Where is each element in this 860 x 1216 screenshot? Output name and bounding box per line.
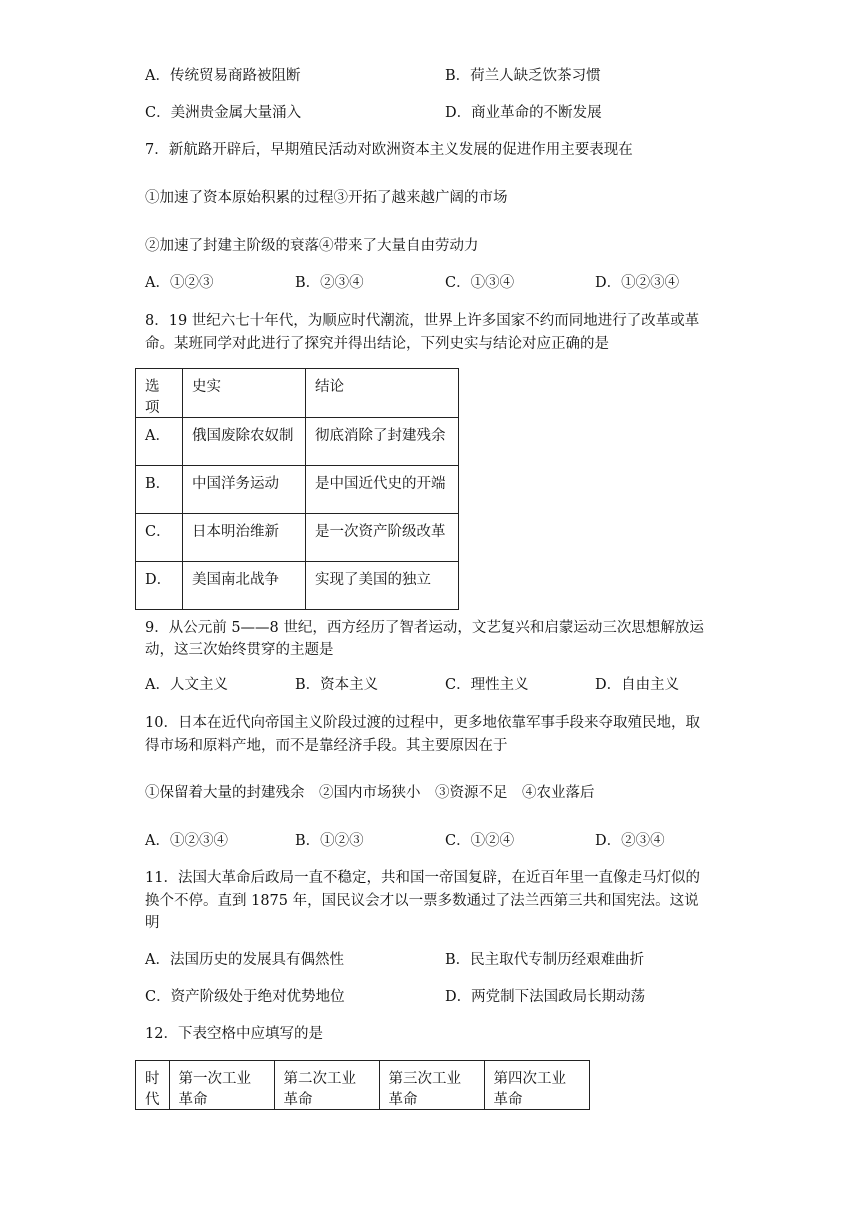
q10-stem-line1: 10．日本在近代向帝国主义阶段过渡的过程中，更多地依靠军事手段来夺取殖民地，取 [145,715,700,731]
table-row [136,514,459,562]
q11-stem-line1: 11．法国大革命后政局一直不稳定，共和国一帝国复辟，在近百年里一直像走马灯似的 [145,870,700,886]
q11-option-d: D．两党制下法国政局长期动荡 [445,989,646,1005]
q6-option-a: A．传统贸易商路被阻断 [145,68,301,84]
table-row [136,562,459,610]
q10-stem-line2: 得市场和原料产地，而不是靠经济手段。其主要原因在于 [145,738,508,754]
q9-option-d: D．自由主义 [595,677,680,693]
q11-option-a: A．法国历史的发展具有偶然性 [145,952,344,968]
q7-items-line2: ②加速了封建主阶级的衰落④带来了大量自由劳动力 [145,238,479,254]
table-header-cell: 史实 [183,369,306,418]
table-cell: 美国南北战争 [183,562,306,610]
table-cell: C． [136,514,183,562]
table-header-cell: 结论 [306,369,459,418]
table-header-row [136,369,459,418]
q10-option-a: A．①②③④ [145,833,228,849]
table-header-cell: 第一次工业革命 [169,1061,274,1110]
table-header-cell: 第三次工业革命 [379,1061,484,1110]
table-cell: 中国洋务运动 [183,466,306,514]
table-cell: D． [136,562,183,610]
table-cell: B． [136,466,183,514]
q9-option-b: B．资本主义 [295,677,379,693]
table-cell: 俄国废除农奴制 [183,418,306,466]
q6-option-d: D．商业革命的不断发展 [445,105,602,121]
q11-option-c: C．资产阶级处于绝对优势地位 [145,989,345,1005]
q11-stem-line3: 明 [145,915,160,931]
q7-items-line1: ①加速了资本原始积累的过程③开拓了越来越广阔的市场 [145,190,508,206]
table-cell: 彻底消除了封建残余 [306,418,459,466]
q12-table [135,1060,590,1110]
q8-stem-line2: 命。某班同学对此进行了探究并得出结论，下列史实与结论对应正确的是 [145,336,609,352]
q7-option-d: D．①②③④ [595,275,680,291]
table-cell: 是中国近代史的开端 [306,466,459,514]
q12-stem: 12．下表空格中应填写的是 [145,1026,323,1042]
q11-stem-line2: 换个不停。直到 1875 年，国民议会才以一票多数通过了法兰西第三共和国宪法。这说 [145,893,699,909]
table-cell: 实现了美国的独立 [306,562,459,610]
table-cell: 日本明治维新 [183,514,306,562]
q10-option-d: D．②③④ [595,833,665,849]
q10-items: ①保留着大量的封建残余 ②国内市场狭小 ③资源不足 ④农业落后 [145,785,595,801]
q8-stem-line1: 8．19 世纪六七十年代，为顺应时代潮流，世界上许多国家不约而同地进行了改革或革 [145,313,700,329]
q7-option-a: A．①②③ [145,275,214,291]
q9-stem-line2: 动，这三次始终贯穿的主题是 [145,642,334,658]
q6-option-c: C．美洲贵金属大量涌入 [145,105,302,121]
table-row [136,418,459,466]
table-cell: A． [136,418,183,466]
table-row [136,466,459,514]
table-header-cell: 时代 [136,1061,170,1110]
q6-option-b: B．荷兰人缺乏饮茶习惯 [445,68,601,84]
q7-stem: 7．新航路开辟后，早期殖民活动对欧洲资本主义发展的促进作用主要表现在 [145,142,633,158]
table-header-cell: 第四次工业革命 [484,1061,589,1110]
q10-option-b: B．①②③ [295,833,364,849]
q9-option-a: A．人文主义 [145,677,228,693]
table-header-row [136,1061,590,1110]
table-header-cell: 第二次工业革命 [274,1061,379,1110]
q7-option-c: C．①③④ [445,275,515,291]
q7-option-b: B．②③④ [295,275,364,291]
q10-option-c: C．①②④ [445,833,515,849]
table-cell: 是一次资产阶级改革 [306,514,459,562]
q9-option-c: C．理性主义 [445,677,529,693]
table-header-cell: 选项 [136,369,183,418]
q8-table [135,368,459,610]
q11-option-b: B．民主取代专制历经艰难曲折 [445,952,645,968]
q9-stem-line1: 9．从公元前 5——8 世纪，西方经历了智者运动，文艺复兴和启蒙运动三次思想解放运 [145,620,704,636]
